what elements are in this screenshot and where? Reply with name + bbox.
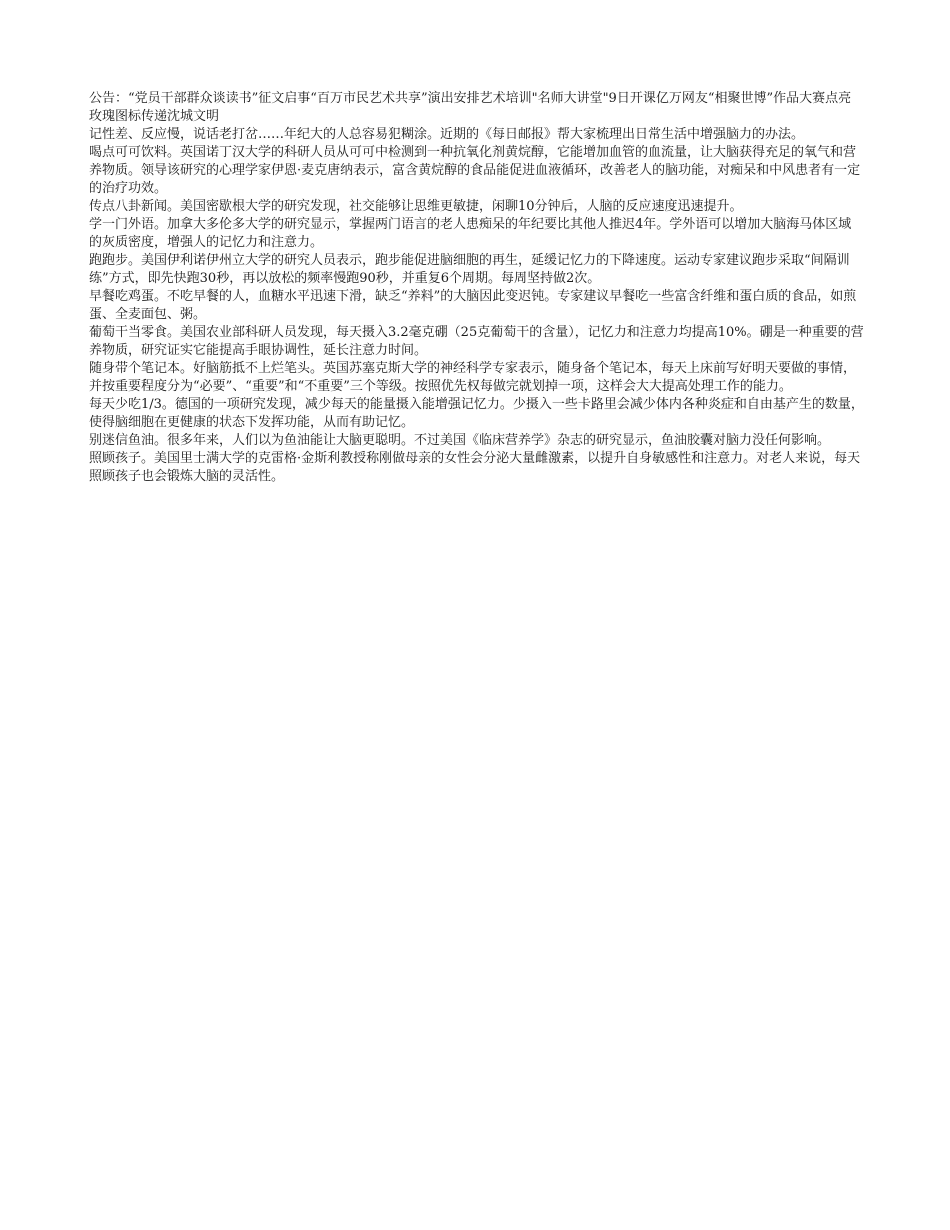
article-paragraph-eggs: 早餐吃鸡蛋。不吃早餐的人，血糖水平迅速下滑，缺乏“养料”的大脑因此变迟钝。专家建议早餐吃一些富含纤维和蛋白质的食品，如煎蛋、全麦面包、粥。	[89, 289, 857, 322]
article-body	[89, 90, 864, 486]
article-paragraph-fish-oil: 别迷信鱼油。很多年来，人们以为鱼油能让大脑更聪明。不过美国《临床营养学》杂志的研究显示，鱼油胶囊对脑力没任何影响。	[89, 433, 831, 448]
article-paragraph-gossip: 传点八卦新闻。美国密歇根大学的研究发现，社交能够让思维更敏捷，闲聊10分钟后，人脑的反应速度迅速提升。	[89, 199, 743, 214]
article-paragraph-notebook: 随身带个笔记本。好脑筋抵不上烂笔头。英国苏塞克斯大学的神经科学专家表示，随身备个笔记本，每天上床前写好明天要做的事情，并按重要程度分为“必要”、“重要”和“不重要”三个等级。按照优先权每做完就划掉一项，这样会大大提高处理工作的能力。	[89, 361, 857, 394]
article-paragraph-language: 学一门外语。加拿大多伦多大学的研究显示，掌握两门语言的老人患痴呆的年纪要比其他人推迟4年。学外语可以增加大脑海马体区域的灰质密度，增强人的记忆力和注意力。	[89, 217, 852, 250]
article-paragraph-childcare: 照顾孩子。美国里士满大学的克雷格·金斯利教授称刚做母亲的女性会分泌大量雌激素，以提升自身敏感性和注意力。对老人来说，每天照顾孩子也会锻炼大脑的灵活性。	[89, 451, 861, 484]
announcement-line: 公告：“党员干部群众谈读书”征文启事“百万市民艺术共享”演出安排艺术培训"名师大讲堂"9日开课亿万网友“相聚世博”作品大赛点亮玫瑰图标传递沈城文明	[89, 91, 852, 124]
article-paragraph-eat-less: 每天少吃1/3。德国的一项研究发现，减少每天的能量摄入能增强记忆力。少摄入一些卡路里会减少体内各种炎症和自由基产生的数量，使得脑细胞在更健康的状态下发挥功能，从而有助记忆。	[89, 397, 864, 430]
article-paragraph-intro: 记性差、反应慢，说话老打岔……年纪大的人总容易犯糊涂。近期的《每日邮报》帮大家梳理出日常生活中增强脑力的办法。	[89, 127, 805, 142]
article-paragraph-running: 跑跑步。美国伊利诺伊州立大学的研究人员表示，跑步能促进脑细胞的再生，延缓记忆力的下降速度。运动专家建议跑步采取“间隔训练”方式，即先快跑30秒，再以放松的频率慢跑90秒，并重复6个周期。每周坚持做2次。	[89, 253, 850, 286]
article-paragraph-cocoa: 喝点可可饮料。英国诺丁汉大学的科研人员从可可中检测到一种抗氧化剂黄烷醇，它能增加血管的血流量，让大脑获得充足的氧气和营养物质。领导该研究的心理学家伊恩·麦克唐纳表示，富含黄烷醇的食品能促进血液循环，改善老人的脑功能，对痴呆和中风患者有一定的治疗功效。	[89, 145, 861, 196]
article-paragraph-raisins: 葡萄干当零食。美国农业部科研人员发现，每天摄入3.2毫克硼（25克葡萄干的含量），记忆力和注意力均提高10%。硼是一种重要的营养物质，研究证实它能提高手眼协调性，延长注意力时间。	[89, 325, 864, 358]
